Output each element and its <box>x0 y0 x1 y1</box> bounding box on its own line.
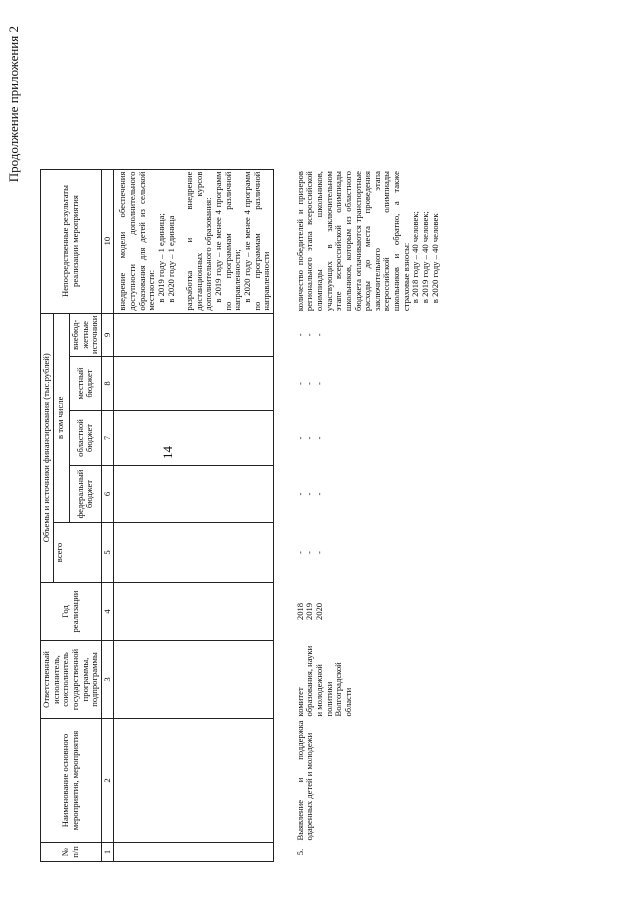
year-value: 2020 <box>314 602 324 621</box>
result-line: в 2020 году – не менее 4 программ по программам различной направленности <box>241 171 272 311</box>
col-number: 4 <box>101 583 114 641</box>
page-number: 14 <box>160 446 175 459</box>
col-number: 3 <box>101 641 114 719</box>
appendix-label: Продолжение приложения 2 <box>6 26 21 183</box>
col-number: 10 <box>101 169 114 313</box>
header-row-1 <box>41 169 54 861</box>
header-local: местный бюджет <box>69 357 101 411</box>
result-line: разработка и внедрение дистанционных курсов дополнительного образования: <box>184 171 214 311</box>
header-extra: внебюд-жетные источники <box>69 313 101 356</box>
col-number: 7 <box>101 411 114 466</box>
col-number: 2 <box>101 719 114 843</box>
col-number: 8 <box>101 357 114 411</box>
header-total: всего <box>53 523 101 583</box>
result-line: в 2019 году – не менее 4 программ по программам различной направленности; <box>213 171 243 311</box>
header-regional: областной бюджет <box>69 411 101 466</box>
result-line: в 2019 году – 1 единица; <box>155 213 166 303</box>
header-including: в том числе <box>53 313 69 522</box>
continued-results-cell <box>114 169 273 313</box>
result-line: в 2020 году – 40 человек <box>429 213 440 304</box>
header-name: Наименование основного мероприятия, мероприятия <box>41 719 102 843</box>
year-value: 2018 <box>294 602 305 621</box>
result-line: в 2020 году – 1 единица <box>165 215 176 303</box>
row5-total: - - - <box>294 551 324 554</box>
header-num: № п/п <box>41 843 102 862</box>
header-federal: федеральный бюджет <box>69 466 101 523</box>
continued-row <box>114 169 273 861</box>
header-executor: Ответственный исполнитель, соисполнитель государственной программы, подпрограммы <box>41 641 102 719</box>
col-number: 1 <box>101 843 114 862</box>
row5-regional: - - - <box>294 436 324 440</box>
row5-results <box>273 169 441 313</box>
row5-years <box>273 583 441 641</box>
col-number: 6 <box>101 466 114 523</box>
header-year: Год реализации <box>41 583 102 641</box>
row5-executor: комитет образования, науки и молодежной политики Волгоградской области <box>294 645 353 717</box>
year-value: 2019 <box>304 602 315 621</box>
result-line: в 2019 году – 40 человек; <box>419 211 430 304</box>
table-row-5 <box>273 169 441 861</box>
row5-federal: - - - <box>294 492 324 496</box>
result-line: в 2018 году – 40 человек; <box>410 211 421 304</box>
row5-name: Выявление и поддержка одаренных детей и молодежи <box>294 720 315 841</box>
result-line: количество победителей и призеров регионального этапа всероссийской олимпиады школьников, участвующих в заключительном этапе всероссийской олимпиады школьников, которым из областного бюджета оплачиваются транспортные расходы до места проведения заключительного этапа всероссийской олимпиады школьников и обратно, а также страховые взносы: <box>294 171 411 312</box>
row5-local: - - - <box>294 382 324 385</box>
col-number: 9 <box>101 313 114 356</box>
column-number-row <box>101 169 114 861</box>
col-number: 5 <box>101 523 114 583</box>
result-line: внедрение модели обеспечения доступности дополнительного образования для детей из сельской местности: <box>117 171 157 311</box>
row5-num: 5. <box>294 848 305 856</box>
header-results: Непосредственные результаты реализации мероприятия <box>41 169 102 313</box>
row5-extra: - - - <box>294 333 324 337</box>
header-funding: Объемы и источники финансирования (тыс.рублей) <box>41 313 54 582</box>
program-table <box>40 169 441 862</box>
